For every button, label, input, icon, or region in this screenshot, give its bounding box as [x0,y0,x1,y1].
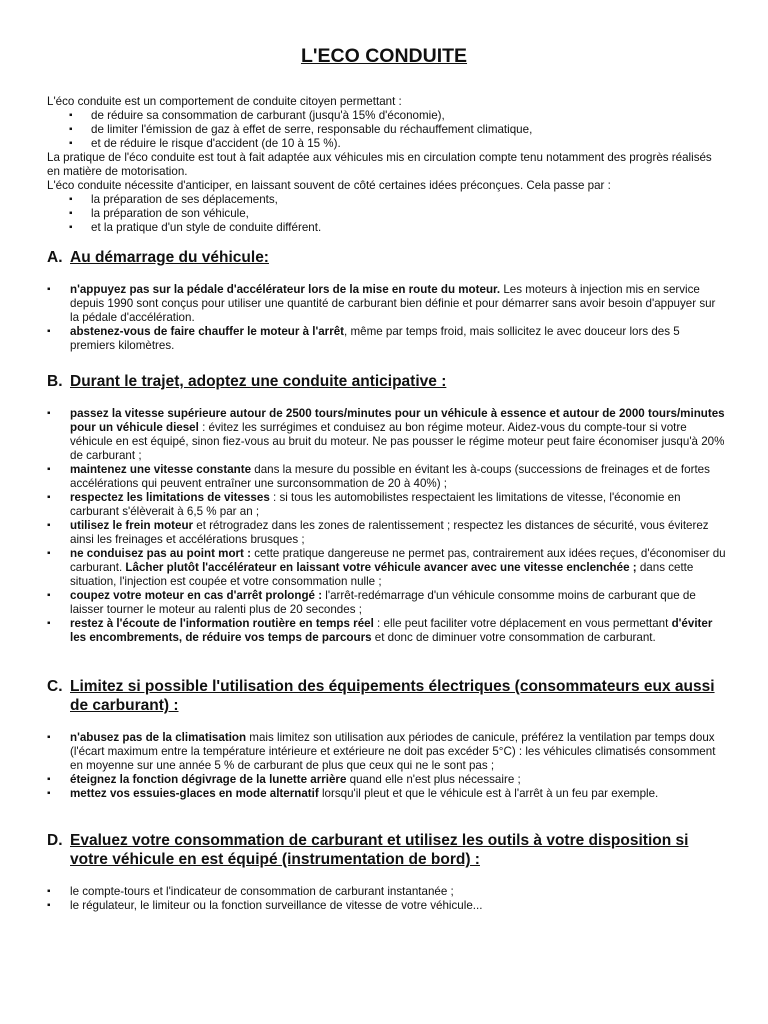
section-letter: D. [47,832,63,849]
text-run: : évitez les surrégimes et conduisez au bon régime moteur. Aidez-vous du compte-tour si votre véhicule en est équipé, sinon fiez-vous au bruit du moteur. Ne pas pousser le régime moteur peut faire économiser jusqu'à 20% de carburant ; [70,421,725,462]
list-item: ▪ de limiter l'émission de gaz à effet de serre, responsable du réchauffement climatique, [47,123,727,137]
list-item: ▪ la préparation de son véhicule, [47,207,727,221]
list-item [47,773,727,787]
list-item [47,519,727,547]
list-item: ▪ de réduire sa consommation de carburant (jusqu'à 15% d'économie), [47,109,727,123]
list-item [47,885,727,899]
section-b [47,372,727,645]
section-heading-text: Limitez si possible l'utilisation des équipements électriques (consommateurs eux aussi de carburant) : [70,678,715,714]
list-item: ▪ et la pratique d'un style de conduite différent. [47,221,727,235]
text-run: le régulateur, le limiteur ou la fonction surveillance de vitesse de votre véhicule... [70,899,483,912]
section-d [47,831,727,913]
bold-text: mettez vos essuies-glaces en mode alternatif [70,787,319,800]
text-run: : elle peut faciliter votre déplacement en vous permettant [373,617,672,630]
section-letter: A. [47,249,63,266]
section-heading-text: Durant le trajet, adoptez une conduite anticipative : [70,373,447,390]
bold-text: d'éviter les encombrements, de réduire vos temps de parcours [70,617,713,644]
benefits-list [47,109,727,151]
text-run: mais limitez son utilisation aux périodes de canicule, préférez la ventilation par temps doux (l'écart maximum entre la température intérieure et extérieure ne doit pas excéder 5°C) : les véhicules climatisés consomment en moyenne sur une année 5 % de carburant de plus que ceux qui ne le sont pas ; [70,731,716,772]
intro-block [47,95,727,235]
text-run: dans cette situation, l'injection est coupée et votre consommation nulle ; [70,561,694,588]
list-item [47,463,727,491]
bold-text: respectez les limitations de vitesses [70,491,270,504]
bold-text: utilisez le frein moteur [70,519,194,532]
section-heading [47,372,727,391]
bold-text: éteignez la fonction dégivrage de la lunette arrière [70,773,347,786]
section-list [47,885,727,913]
bold-text: n'appuyez pas sur la pédale d'accélérateur lors de la mise en route du moteur. [70,283,501,296]
bold-text: ne conduisez pas au point mort : [70,547,252,560]
text-run: lorsqu'il pleut et que le véhicule est à l'arrêt à un feu par exemple. [318,787,659,800]
list-item [47,787,727,801]
list-item [47,491,727,519]
list-item [47,325,727,353]
section-c [47,677,727,801]
section-list [47,283,727,353]
text-run: quand elle n'est plus nécessaire ; [346,773,521,786]
list-item [47,617,727,645]
text-run: dans la mesure du possible en évitant les à-coups (successions de freinages et de fortes accélérations qui peuvent entraîner une surconsommation de 20 à 40%) ; [70,463,710,490]
list-item: ▪ et de réduire le risque d'accident (de 10 à 15 %). [47,137,727,151]
intro-paragraph: La pratique de l'éco conduite est tout à fait adaptée aux véhicules mis en circulation compte tenu notamment des progrès réalisés en matière de motorisation. [47,151,712,178]
bold-text: maintenez une vitesse constante [70,463,252,476]
section-heading [47,677,727,715]
intro-paragraph: L'éco conduite est un comportement de conduite citoyen permettant : [47,95,402,108]
intro-paragraph: L'éco conduite nécessite d'anticiper, en laissant souvent de côté certaines idées préconçues. Cela passe par : [47,179,611,192]
text-run: et donc de diminuer votre consommation de carburant. [371,631,656,644]
list-item [47,547,727,589]
bold-text: abstenez-vous de faire chauffer le moteur à l'arrêt [70,325,345,338]
section-heading [47,831,727,869]
section-letter: C. [47,678,63,695]
list-item [47,589,727,617]
bold-text: n'abusez pas de la climatisation [70,731,247,744]
section-letter: B. [47,373,63,390]
list-item [47,407,727,463]
text-run: , même par temps froid, mais sollicitez le avec douceur lors des 5 premiers kilomètres. [70,325,680,352]
bold-text: restez à l'écoute de l'information routière en temps réel [70,617,374,630]
text-run: cette pratique dangereuse ne permet pas, contrairement aux idées reçues, d'économiser du carburant. [70,547,726,574]
bold-text: passez la vitesse supérieure autour de 2500 tours/minutes pour un véhicule à essence et autour de 2000 tours/minutes pour un véhicule diesel [70,407,725,434]
section-a [47,248,727,353]
list-item: ▪ la préparation de ses déplacements, [47,193,727,207]
section-list [47,731,727,801]
document-title: L'ECO CONDUITE [300,45,468,67]
text-run: et rétrogradez dans les zones de ralentissement ; respectez les distances de sécurité, vous éviterez ainsi les freinages et accélérations brusques ; [70,519,709,546]
list-item [47,899,727,913]
text-run: : si tous les automobilistes respectaient les limitations de vitesse, l'économie en carburant s'élèverait à 6,5 % par an ; [70,491,681,518]
text-run: l'arrêt-redémarrage d'un véhicule consomme moins de carburant que de laisser tourner le moteur au ralenti plus de 20 secondes ; [70,589,696,616]
text-run: Les moteurs à injection mis en service depuis 1990 sont conçus pour utiliser une quantité de carburant bien définie et pour démarrer sans avoir besoin d'appuyer sur la pédale d'accélération. [70,283,716,324]
section-heading-text: Evaluez votre consommation de carburant et utilisez les outils à votre disposition si votre véhicule en est équipé (instrumentation de bord) : [70,832,689,868]
bold-text: coupez votre moteur en cas d'arrêt prolongé : [70,589,323,602]
section-heading-text: Au démarrage du véhicule: [70,249,269,266]
section-heading [47,248,727,267]
list-item [47,283,727,325]
section-list [47,407,727,645]
text-run: le compte-tours et l'indicateur de consommation de carburant instantanée ; [70,885,454,898]
list-item [47,731,727,773]
bold-text: Lâcher plutôt l'accélérateur en laissant votre véhicule avancer avec une vitesse enclenchée ; [125,561,637,574]
requirements-list [47,193,727,235]
